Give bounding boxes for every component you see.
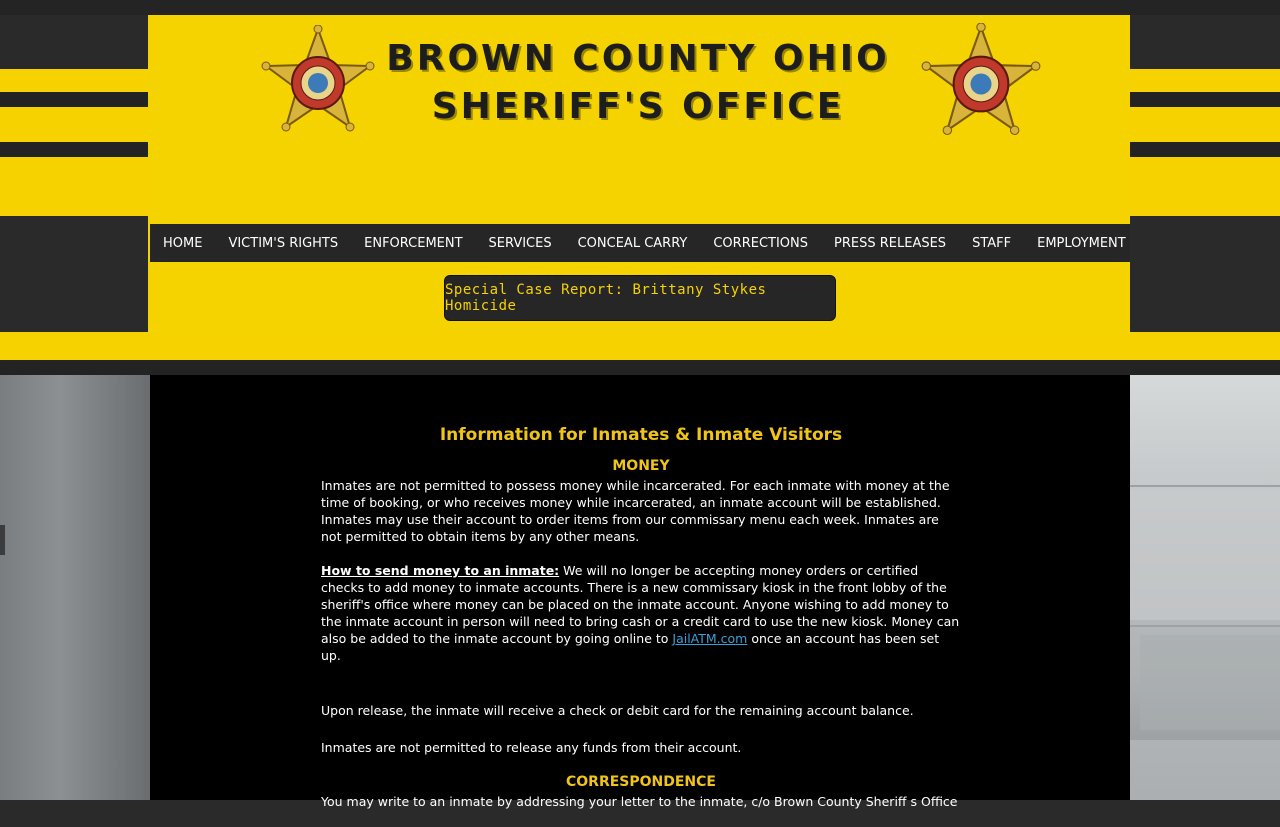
content-body <box>321 427 961 827</box>
nav-item-press-releases[interactable]: PRESS RELEASES <box>834 235 947 251</box>
hinge-icon <box>0 525 6 555</box>
main-content <box>150 375 1130 809</box>
background-stripe <box>0 360 1280 375</box>
site-title-line2: SHERIFF'S OFFICE <box>431 86 845 127</box>
nav-item-home[interactable]: HOME <box>163 235 203 251</box>
nav-item-employment[interactable]: EMPLOYMENT <box>1037 235 1126 251</box>
funds-paragraph: Inmates are not permitted to release any funds from their account. <box>321 740 742 755</box>
site-header <box>148 15 1130 333</box>
nav-item-victims-rights[interactable]: VICTIM'S RIGHTS <box>228 235 339 251</box>
send-money-label: How to send money to an inmate: <box>321 563 560 578</box>
send-money-text-end: once an account has been set up. <box>321 631 940 663</box>
background-photo-right <box>1130 375 1280 800</box>
nav-item-corrections[interactable]: CORRECTIONS <box>713 235 809 251</box>
send-money-text: We will no longer be accepting money orders or certified checks to add money to inmate accounts. There is a new commissary kiosk in the front lobby of the sheriff's office where money can be placed on the inmate account. Anyone wishing to add money to the inmate account in person will need to bring cash or a credit card to use the new kiosk. Money can also be added to the inmate account by going online to <box>321 563 960 646</box>
photo-texture <box>1130 375 1280 800</box>
special-case-report-button[interactable]: Special Case Report: Brittany Stykes Homicide <box>444 275 836 321</box>
money-paragraph: Inmates are not permitted to possess money while incarcerated. For each inmate with money at the time of booking, or who receives money while incarcerated, an inmate account will be established. Inmates may use their account to order items from our commissary menu each week. Inmates are not permitted to obtain items by any other means. <box>321 478 950 544</box>
background-photo-left <box>0 375 150 800</box>
page-title: Information for Inmates & Inmate Visitors <box>439 425 843 445</box>
send-money-paragraph <box>321 562 961 664</box>
release-paragraph: Upon release, the inmate will receive a check or debit card for the remaining account balance. <box>321 703 914 718</box>
site-title-line1: BROWN COUNTY OHIO <box>386 38 890 79</box>
section-heading-money: MONEY <box>612 458 670 474</box>
nav-item-enforcement[interactable]: ENFORCEMENT <box>364 235 463 251</box>
background-stripe <box>0 332 1280 360</box>
nav-item-staff[interactable]: STAFF <box>972 235 1012 251</box>
correspondence-paragraph: You may write to an inmate by addressing your letter to the inmate, c/o Brown County Sheriff s Office <box>321 794 958 809</box>
main-nav <box>150 224 1130 262</box>
nav-item-conceal-carry[interactable]: CONCEAL CARRY <box>577 235 688 251</box>
sheriff-badge-left-icon <box>260 25 376 141</box>
jailatm-link[interactable]: JailATM.com <box>672 631 748 646</box>
top-bar <box>0 0 1280 15</box>
nav-item-services[interactable]: SERVICES <box>488 235 552 251</box>
sheriff-badge-right-icon <box>920 23 1042 145</box>
site-title <box>378 35 898 131</box>
section-heading-correspondence: CORRESPONDENCE <box>565 774 716 790</box>
